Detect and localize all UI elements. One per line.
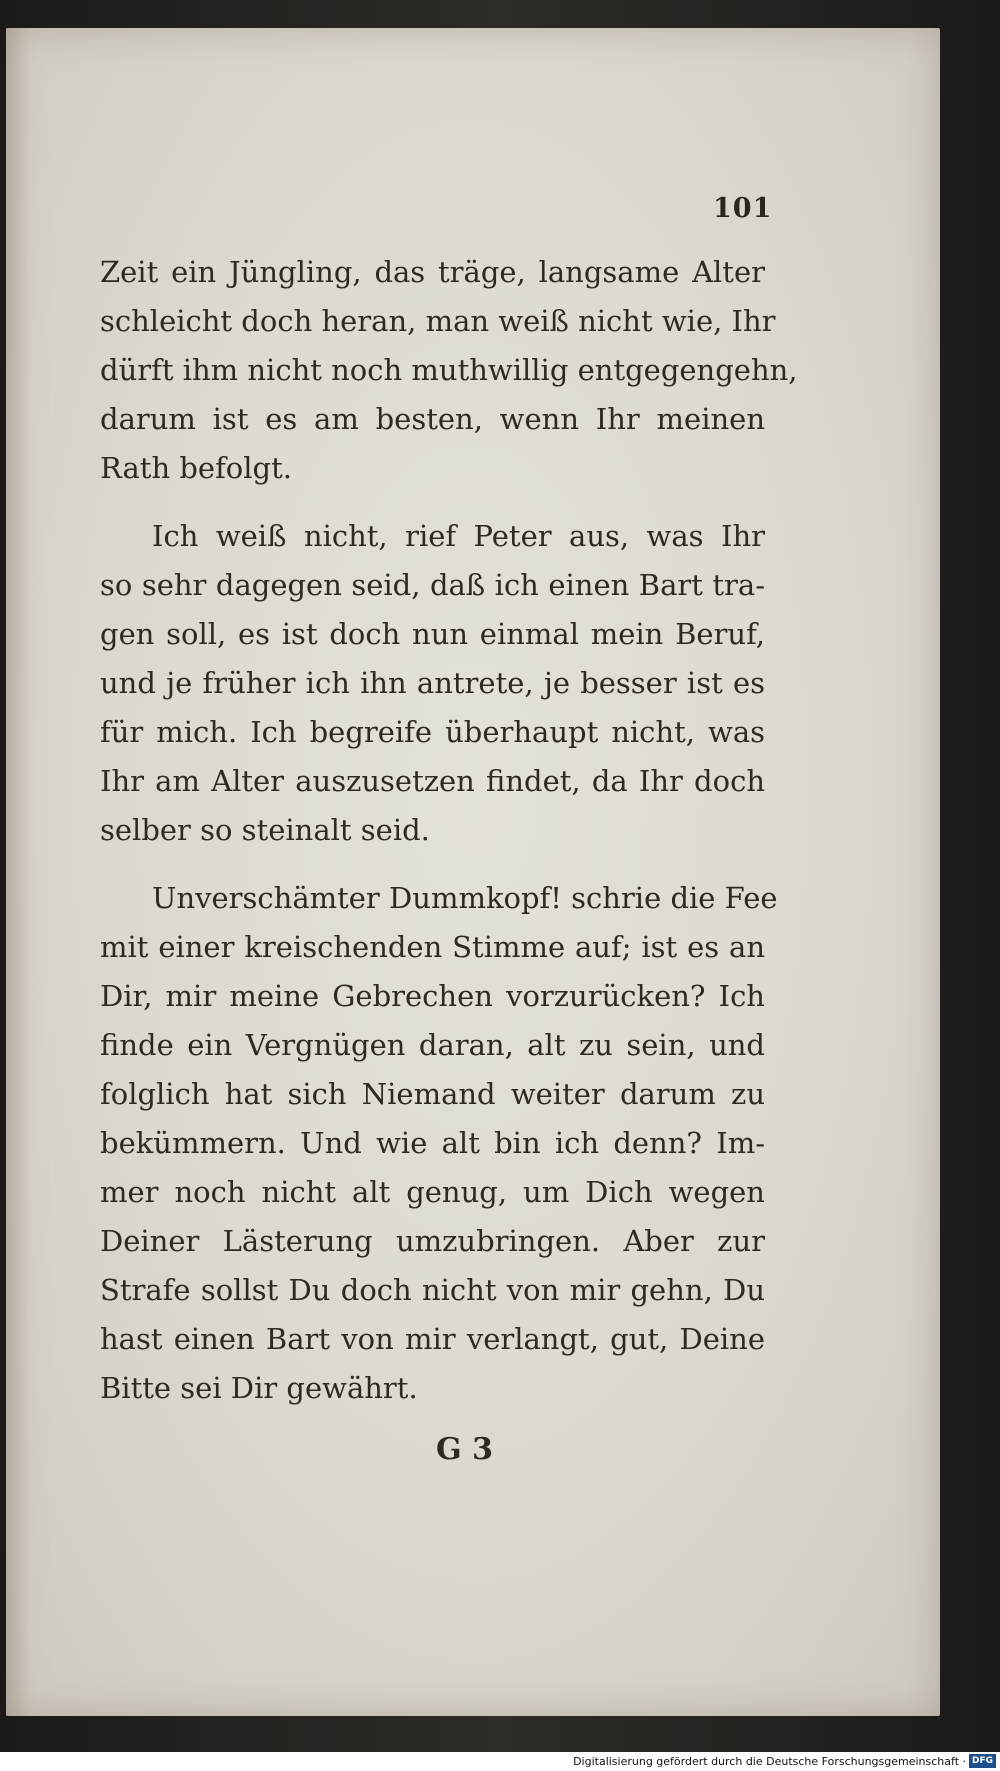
funding-credit: Digitalisierung gefördert durch die Deutsche Forschungsgemeinschaft · <box>573 1755 966 1768</box>
text-line: Unverschämter Dummkopf! schrie die Fee <box>152 881 778 915</box>
dfg-logo: DFG <box>969 1754 996 1768</box>
page-number: 101 <box>713 193 773 224</box>
text-line: darum ist es am besten, wenn Ihr meinen <box>100 402 765 436</box>
text-line: gen soll, es ist doch nun einmal mein Beruf, <box>100 617 765 651</box>
text-line: selber so steinalt seid. <box>100 813 430 847</box>
text-line: bekümmern. Und wie alt bin ich denn? Im- <box>100 1126 765 1160</box>
paragraph-2 <box>100 512 765 855</box>
text-line: finde ein Vergnügen daran, alt zu sein, und <box>100 1028 765 1062</box>
text-line: Deiner Lästerung umzubringen. Aber zur <box>100 1224 765 1258</box>
paragraph-3 <box>100 874 778 1413</box>
text-line: mit einer kreischenden Stimme auf; ist es an <box>100 930 765 964</box>
text-line: Zeit ein Jüngling, das träge, langsame Alter <box>100 255 765 289</box>
text-line: Ihr am Alter auszusetzen findet, da Ihr doch <box>100 764 765 798</box>
text-line: folglich hat sich Niemand weiter darum zu <box>100 1077 765 1111</box>
paragraph-1 <box>100 248 798 493</box>
text-line: für mich. Ich begreife überhaupt nicht, was <box>100 715 765 749</box>
text-line: Rath befolgt. <box>100 451 292 485</box>
text-line: Ich weiß nicht, rief Peter aus, was Ihr <box>152 519 765 553</box>
text-line: hast einen Bart von mir verlangt, gut, Deine <box>100 1322 765 1356</box>
text-line: Dir, mir meine Gebrechen vorzurücken? Ich <box>100 979 765 1013</box>
page-text <box>100 248 798 1413</box>
text-line: dürft ihm nicht noch muthwillig entgegengehn, <box>100 353 798 387</box>
text-line: mer noch nicht alt genug, um Dich wegen <box>100 1175 765 1209</box>
text-line: so sehr dagegen seid, daß ich einen Bart tra- <box>100 568 765 602</box>
text-line: Strafe sollst Du doch nicht von mir gehn, Du <box>100 1273 765 1307</box>
text-line: Bitte sei Dir gewährt. <box>100 1371 418 1405</box>
text-line: und je früher ich ihn antrete, je besser ist es <box>100 666 765 700</box>
printer-signature: G 3 <box>436 1432 493 1467</box>
text-line: schleicht doch heran, man weiß nicht wie, Ihr <box>100 304 776 338</box>
